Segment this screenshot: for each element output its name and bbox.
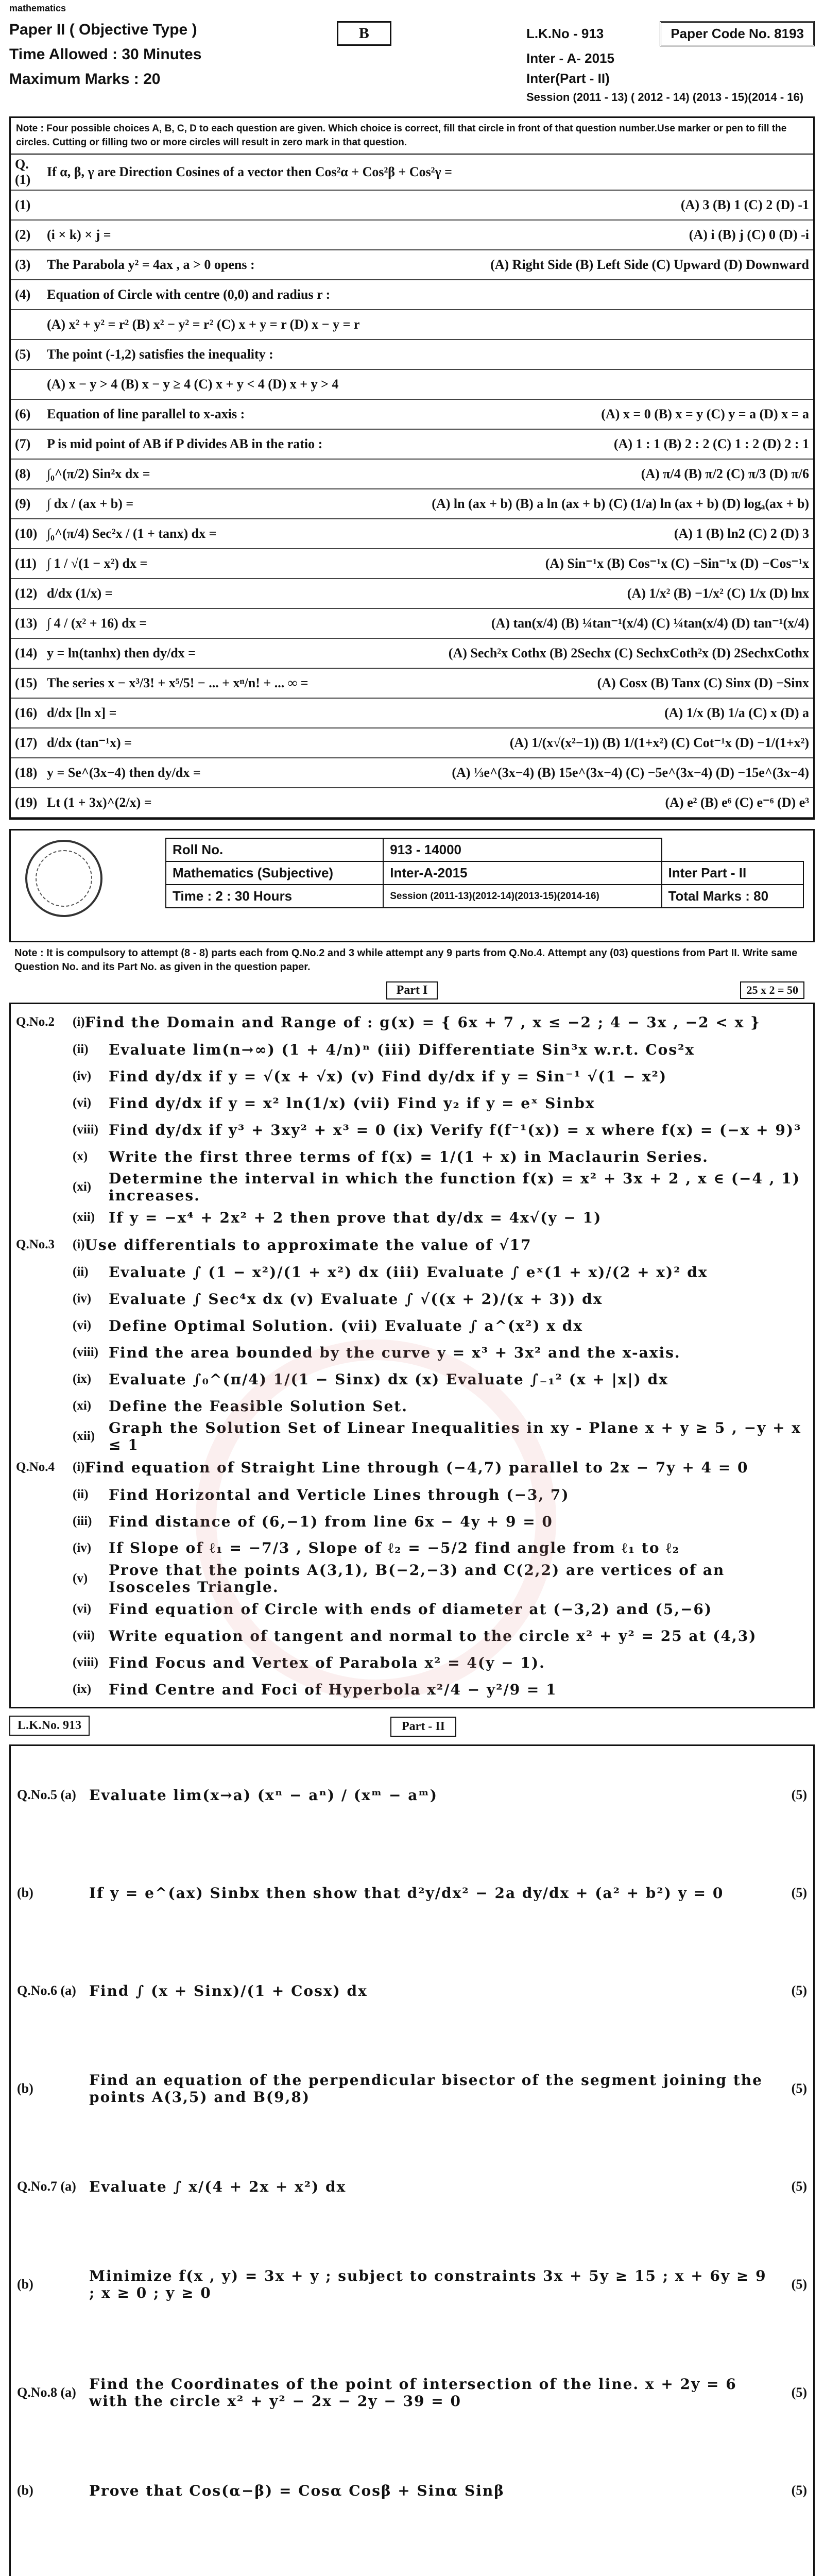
question-text: ∫ 4 / (x² + 16) dx =: [47, 616, 147, 631]
question-text: If Slope of ℓ₁ = −7/3 , Slope of ℓ₂ = −5/2 find angle from ℓ₁ to ℓ₂: [109, 1539, 680, 1557]
answer-options: (A) 1/x (B) 1/a (C) x (D) a: [664, 705, 809, 721]
mcq-list: [11, 155, 813, 818]
question-number: (11): [15, 556, 37, 571]
mcq-row: [11, 669, 813, 699]
question-number: (14): [15, 646, 38, 661]
mcq-row: [11, 639, 813, 669]
question-number: (3): [15, 257, 31, 273]
question-text: d/dx (1/x) =: [47, 586, 113, 601]
short-question-row: [16, 1116, 808, 1143]
question-number: (b): [17, 2277, 33, 2292]
paper-type: Paper II ( Objective Type ): [9, 21, 197, 38]
roll-label: Roll No.: [166, 838, 383, 861]
long-question-row: [17, 2230, 807, 2338]
subjective-header: [9, 829, 815, 942]
mcq-row: [11, 609, 813, 639]
short-question-row: [16, 1008, 808, 1036]
question-number: (2): [15, 227, 31, 243]
answer-options: (A) 1 (B) ln2 (C) 2 (D) 3: [674, 526, 809, 541]
question-number: (b): [17, 1885, 33, 1901]
board-seal-icon: [25, 840, 102, 917]
question-text: Define Optimal Solution. (vii) Evaluate ∫ a^(x²) x dx: [109, 1317, 583, 1334]
part-index: (viii): [73, 1655, 98, 1670]
question-text: Find the Domain and Range of : g(x) = { 6x + 7 , x ≤ −2 ; 4 − 3x , −2 < x }: [84, 1013, 761, 1031]
question-text: Evaluate lim(n→∞) (1 + 4/n)ⁿ (iii) Differentiate Sin³x w.r.t. Cos²x: [109, 1041, 695, 1058]
paper-group-box: B: [337, 21, 391, 46]
part-2-section: [9, 1744, 815, 2576]
question-text: ∫₀^(π/4) Sec²x / (1 + tanx) dx =: [47, 526, 217, 541]
question-marks: (5): [791, 2081, 807, 2096]
mcq-row: [11, 280, 813, 310]
long-question-row: [17, 2035, 807, 2143]
question-text: Graph the Solution Set of Linear Inequalities in xy - Plane x + y ≥ 5 , −y + x ≤ 1: [109, 1419, 801, 1454]
answer-options: (A) e² (B) e⁶ (C) e⁻⁶ (D) e³: [665, 795, 809, 810]
part-index: (xi): [73, 1399, 92, 1413]
question-number: Q.No.5 (a): [17, 1787, 76, 1803]
part-index: (ii): [73, 1265, 89, 1279]
part-index: (vi): [73, 1096, 92, 1110]
mcq-row: [11, 155, 813, 191]
subjective-note: Note : It is compulsory to attempt (8 - 8) parts each from Q.No.2 and 3 while attempt any 9 parts from Q.No.4. Attempt any (03) questions from Part II. Write same Question No. and its Part No. as given in the question paper.: [14, 947, 798, 973]
question-marks: (5): [791, 2385, 807, 2400]
mcq-row: [11, 400, 813, 430]
question-number: (15): [15, 675, 38, 691]
question-text: ∫₀^(π/2) Sin²x dx =: [47, 466, 150, 482]
part-index: (viii): [73, 1123, 98, 1137]
question-text: Evaluate ∫ x/(4 + 2x + x²) dx: [89, 2178, 347, 2195]
header-mid: [337, 21, 391, 108]
short-question-row: [16, 1231, 808, 1259]
question-text: Evaluate ∫₀^(π/4) 1/(1 − Sinx) dx (x) Evaluate ∫₋₁² (x + |x|) dx: [109, 1370, 668, 1388]
part-index: (iv): [73, 1292, 92, 1306]
question-text: Find distance of (6,−1) from line 6x − 4y + 9 = 0: [109, 1513, 553, 1530]
question-text: The Parabola y² = 4ax , a > 0 opens :: [47, 257, 255, 273]
question-text: Find the area bounded by the curve y = x³ + 3x² and the x-axis.: [109, 1344, 681, 1361]
subjective-session: Session (2011-13)(2012-14)(2013-15)(2014-16): [383, 885, 661, 908]
answer-options: (A) π/4 (B) π/2 (C) π/3 (D) π/6: [641, 466, 809, 482]
mcq-row: [11, 489, 813, 519]
short-question-row: [16, 1312, 808, 1339]
question-text: ∫ dx / (ax + b) =: [47, 496, 134, 512]
part-index: (ix): [73, 1372, 92, 1386]
short-question-row: [16, 1170, 808, 1204]
brand-label: mathematics: [9, 3, 66, 13]
mcq-row: [11, 430, 813, 460]
answer-options: (A) tan(x/4) (B) ¼tan⁻¹(x/4) (C) ¼tan(x/4) (D) tan⁻¹(x/4): [491, 616, 809, 631]
question-text: Write equation of tangent and normal to the circle x² + y² = 25 at (4,3): [109, 1627, 757, 1645]
roll-value: 913 - 14000: [383, 838, 661, 861]
question-text: Evaluate ∫ (1 − x²)/(1 + x²) dx (iii) Evaluate ∫ eˣ(1 + x)/(2 + x)² dx: [109, 1263, 708, 1281]
part-index: (i): [73, 1238, 85, 1252]
part-index: (xi): [73, 1180, 92, 1194]
question-number: (4): [15, 287, 31, 302]
subjective-info-table: [165, 838, 804, 908]
question-number: (7): [15, 436, 31, 452]
part-index: (vi): [73, 1602, 92, 1616]
mcq-row: [11, 699, 813, 728]
question-marks: (5): [791, 2179, 807, 2194]
part-index: (ii): [73, 1487, 89, 1502]
question-number: Q.No.8 (a): [17, 2385, 76, 2400]
objective-section: [9, 116, 815, 820]
question-text: Prove that Cos(α−β) = Cosα Cosβ + Sinα Sinβ: [89, 2482, 505, 2499]
inter-part: Inter(Part - II): [526, 71, 610, 86]
inter-year: Inter - A- 2015: [526, 50, 614, 66]
answer-options: (A) Right Side (B) Left Side (C) Upward (D) Downward: [490, 257, 809, 273]
long-question-row: [17, 1947, 807, 2035]
question-number: (12): [15, 586, 38, 601]
part-index: (xii): [73, 1429, 95, 1444]
part-2-lk-number: L.K.No. 913: [9, 1716, 90, 1736]
part-index: (xii): [73, 1210, 95, 1225]
question-marks: (5): [791, 2483, 807, 2498]
mcq-row: [11, 728, 813, 758]
long-question-row: [17, 1839, 807, 1947]
question-text: Find Focus and Vertex of Parabola x² = 4(y − 1).: [109, 1654, 545, 1671]
question-text: Find ∫ (x + Sinx)/(1 + Cosx) dx: [89, 1982, 368, 1999]
total-marks: Total Marks : 80: [662, 885, 804, 908]
mcq-row: [11, 310, 813, 340]
mcq-row: [11, 788, 813, 818]
part-index: (x): [73, 1149, 88, 1164]
question-text: The series x − x³/3! + x⁵/5! − ... + xⁿ/n! + ... ∞ =: [47, 675, 308, 691]
question-text: Find an equation of the perpendicular bisector of the segment joining the points A(3,5) and B(9,8): [89, 2072, 763, 2106]
question-text: (A) x² + y² = r² (B) x² − y² = r² (C) x + y = r (D) x − y = r: [47, 317, 360, 332]
short-question-row: [16, 1204, 808, 1231]
question-text: d/dx (tan⁻¹x) =: [47, 735, 132, 751]
mcq-row: [11, 549, 813, 579]
question-text: Find equation of Circle with ends of diameter at (−3,2) and (5,−6): [109, 1600, 713, 1618]
answer-options: (A) 3 (B) 1 (C) 2 (D) -1: [680, 197, 809, 213]
long-question-row: [17, 1751, 807, 1839]
lk-number: L.K.No - 913: [526, 26, 604, 41]
question-number: (b): [17, 2483, 33, 2498]
part-1-marks: 25 x 2 = 50: [740, 981, 804, 999]
header-right: [526, 21, 815, 108]
question-text: Find Centre and Foci of Hyperbola x²/4 − y²/9 = 1: [109, 1681, 557, 1698]
mcq-row: [11, 460, 813, 489]
part-index: (i): [73, 1460, 85, 1475]
question-text: Find dy/dx if y = √(x + √x) (v) Find dy/dx if y = Sin⁻¹ √(1 − x²): [109, 1067, 667, 1085]
long-question-row: [17, 2534, 807, 2576]
question-text: Equation of line parallel to x-axis :: [47, 406, 245, 422]
question-text: Equation of Circle with centre (0,0) and radius r :: [47, 287, 331, 302]
question-text: If y = −x⁴ + 2x² + 2 then prove that dy/dx = 4x√(y − 1): [109, 1209, 602, 1226]
question-number: (5): [15, 347, 31, 362]
subject-title: Mathematics (Subjective): [166, 861, 383, 885]
part-index: (iii): [73, 1514, 92, 1529]
subjective-part: Inter Part - II: [662, 861, 804, 885]
question-number: (13): [15, 616, 38, 631]
question-number: (6): [15, 406, 31, 422]
question-number: Q.No.2: [16, 1015, 55, 1029]
question-text: ∫ 1 / √(1 − x²) dx =: [47, 556, 148, 571]
answer-options: (A) Sech²x Cothx (B) 2Sechx (C) SechxCoth²x (D) 2SechxCothx: [448, 646, 809, 661]
question-text: If y = e^(ax) Sinbx then show that d²y/dx² − 2a dy/dx + (a² + b²) y = 0: [89, 1884, 724, 1902]
long-question-row: [17, 2338, 807, 2447]
part-index: (v): [73, 1571, 88, 1586]
question-number: (b): [17, 2081, 33, 2096]
part-index: (ii): [73, 1042, 89, 1057]
question-text: Use differentials to approximate the value of √17: [84, 1236, 532, 1253]
question-text: The point (-1,2) satisfies the inequality :: [47, 347, 273, 362]
question-text: Evaluate ∫ Sec⁴x dx (v) Evaluate ∫ √((x + 2)/(x + 3)) dx: [109, 1290, 603, 1308]
question-text: y = ln(tanhx) then dy/dx =: [47, 646, 196, 661]
part-index: (i): [73, 1015, 85, 1029]
header-left: [9, 21, 201, 108]
long-question-row: [17, 2447, 807, 2534]
answer-options: (A) 1/(x√(x²−1)) (B) 1/(1+x²) (C) Cot⁻¹x (D) −1/(1+x²): [509, 735, 809, 751]
question-number: Q.No.7 (a): [17, 2179, 76, 2194]
question-text: Define the Feasible Solution Set.: [109, 1397, 408, 1415]
question-text: (i × k) × j =: [47, 227, 111, 243]
question-number: (10): [15, 526, 38, 541]
question-number: Q. (1): [15, 157, 31, 188]
part-index: (iv): [73, 1541, 92, 1555]
paper-code: Paper Code No. 8193: [660, 21, 815, 46]
question-number: (17): [15, 735, 38, 751]
mcq-row: [11, 519, 813, 549]
answer-options: (A) Cosx (B) Tanx (C) Sinx (D) −Sinx: [597, 675, 809, 691]
question-text: Minimize f(x , y) = 3x + y ; subject to constraints 3x + 5y ≥ 15 ; x + 6y ≥ 9 ; x ≥ 0 ; y ≥ 0: [89, 2267, 767, 2302]
question-marks: (5): [791, 1983, 807, 1998]
answer-options: (A) ln (ax + b) (B) a ln (ax + b) (C) (1/a) ln (ax + b) (D) logₐ(ax + b): [432, 496, 809, 512]
question-text: Find Horizontal and Verticle Lines through (−3, 7): [109, 1486, 570, 1503]
maximum-marks: Maximum Marks : 20: [9, 71, 161, 88]
question-number: (19): [15, 795, 38, 810]
short-question-row: [16, 1259, 808, 1285]
question-number: (8): [15, 466, 31, 482]
question-text: Prove that the points A(3,1), B(−2,−3) and C(2,2) are vertices of an Isosceles Triangle.: [109, 1562, 725, 1596]
short-question-row: [16, 1036, 808, 1063]
question-marks: (5): [791, 1885, 807, 1901]
short-question-row: [16, 1090, 808, 1116]
mcq-row: [11, 221, 813, 250]
mcq-row: [11, 579, 813, 609]
answer-options: (A) x = 0 (B) x = y (C) y = a (D) x = a: [601, 406, 809, 422]
mcq-row: [11, 370, 813, 400]
session: Session (2011 - 13) ( 2012 - 14) (2013 - 15)(2014 - 16): [526, 91, 804, 104]
time-allowed: Time Allowed : 30 Minutes: [9, 46, 202, 63]
question-number: Q.No.3: [16, 1238, 55, 1252]
short-question-row: [16, 1285, 808, 1312]
answer-options: (A) Sin⁻¹x (B) Cos⁻¹x (C) −Sin⁻¹x (D) −Cos⁻¹x: [545, 556, 809, 571]
part-index: (iv): [73, 1069, 92, 1083]
question-number: (16): [15, 705, 38, 721]
subjective-time: Time : 2 : 30 Hours: [166, 885, 383, 908]
long-question-row: [17, 2143, 807, 2230]
question-text: Find dy/dx if y = x² ln(1/x) (vii) Find y₂ if y = eˣ Sinbx: [109, 1094, 595, 1112]
part-index: (ix): [73, 1682, 92, 1697]
answer-options: (A) i (B) j (C) 0 (D) -i: [689, 227, 809, 243]
part-index: (vii): [73, 1629, 95, 1643]
question-marks: (5): [791, 2277, 807, 2292]
objective-note: Note : Four possible choices A, B, C, D to each question are given. Which choice is correct, fill that circle in front of that question number.Use marker or pen to fill the circles. Cutting or filling two or more circles will result in zero mark in that question.: [11, 118, 813, 155]
short-question-row: [16, 1063, 808, 1090]
question-text: Find dy/dx if y³ + 3xy² + x³ = 0 (ix) Verify f(f⁻¹(x)) = x where f(x) = (−x + 9)³: [109, 1121, 802, 1139]
mcq-row: [11, 340, 813, 370]
question-text: If α, β, γ are Direction Cosines of a vector then Cos²α + Cos²β + Cos²γ =: [47, 164, 452, 180]
question-number: (18): [15, 765, 38, 781]
question-text: d/dx [ln x] =: [47, 705, 117, 721]
answer-options: (A) ⅓e^(3x−4) (B) 15e^(3x−4) (C) −5e^(3x−4) (D) −15e^(3x−4): [452, 765, 809, 781]
question-text: Evaluate lim(x→a) (xⁿ − aⁿ) / (xᵐ − aᵐ): [89, 1786, 438, 1804]
question-number: Q.No.4: [16, 1460, 55, 1475]
subjective-inter: Inter-A-2015: [383, 861, 661, 885]
part-index: (viii): [73, 1345, 98, 1360]
answer-options: (A) 1/x² (B) −1/x² (C) 1/x (D) lnx: [627, 586, 809, 601]
question-text: y = Se^(3x−4) then dy/dx =: [47, 765, 201, 781]
question-number: Q.No.6 (a): [17, 1983, 76, 1998]
answer-options: (A) 1 : 1 (B) 2 : 2 (C) 1 : 2 (D) 2 : 1: [613, 436, 809, 452]
question-text: Write the first three terms of f(x) = 1/(1 + x) in Maclaurin Series.: [109, 1148, 709, 1165]
question-number: (9): [15, 496, 31, 512]
question-text: Lt (1 + 3x)^(2/x) =: [47, 795, 152, 810]
mcq-row: [11, 191, 813, 221]
part-1-label: Part I: [386, 981, 438, 999]
question-number: (1): [15, 197, 31, 213]
question-text: Find equation of Straight Line through (−4,7) parallel to 2x − 7y + 4 = 0: [84, 1459, 749, 1476]
paper-header: [9, 21, 815, 108]
question-text: (A) x − y > 4 (B) x − y ≥ 4 (C) x + y < 4 (D) x + y > 4: [47, 377, 339, 392]
part-2-label: Part - II: [390, 1717, 456, 1737]
part-index: (vi): [73, 1318, 92, 1333]
mcq-row: [11, 250, 813, 280]
question-text: Find the Coordinates of the point of intersection of the line. x + 2y = 6 with the circle x² + y² − 2x − 2y − 39 = 0: [89, 2376, 737, 2410]
question-marks: (5): [791, 1787, 807, 1803]
question-text: P is mid point of AB if P divides AB in the ratio :: [47, 436, 323, 452]
mcq-row: [11, 758, 813, 788]
question-text: Determine the interval in which the function f(x) = x² + 3x + 2 , x ∈ (−4 , 1) increases.: [109, 1170, 800, 1205]
short-question-row: [16, 1143, 808, 1170]
